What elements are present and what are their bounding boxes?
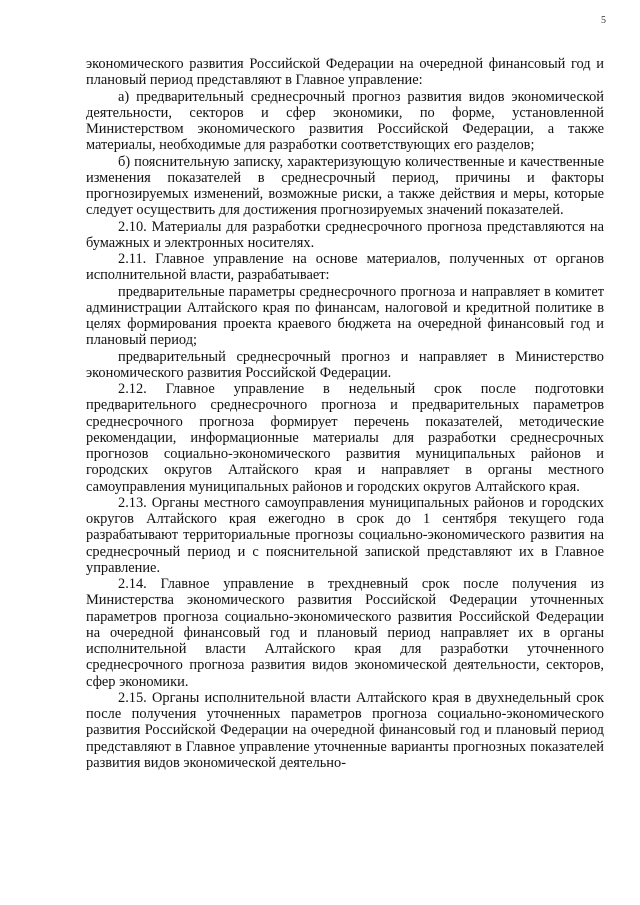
paragraph-2-10: 2.10. Материалы для разработки среднесрочного прогноза представляются на бумажных и электронных носителях. <box>86 218 604 251</box>
page-number: 5 <box>601 15 606 26</box>
paragraph-2-15: 2.15. Органы исполнительной власти Алтайского края в двухнедельный срок после получения уточненных параметров прогноза социально-экономического развития Российской Федерации на очередной финансовый год и плановый период представляют в Главное управление уточненные варианты прогнозных показателей развития видов экономической деятельно- <box>86 689 604 771</box>
paragraph-2-13: 2.13. Органы местного самоуправления муниципальных районов и городских округов Алтайского края ежегодно в срок до 1 сентября текущего года разрабатывают территориальные прогнозы социально-экономического развития на среднесрочный период и с пояснительной запиской представляют их в Главное управление. <box>86 494 604 576</box>
paragraph-2-11: 2.11. Главное управление на основе материалов, полученных от органов исполнительной власти, разрабатывает: <box>86 251 604 284</box>
paragraph-item-a: а) предварительный среднесрочный прогноз развития видов экономической деятельности, секторов и сфер экономики, по форме, установленной Министерством экономического развития Российской Федерации, а также материалы, необходимые для разработки соответствующих его разделов; <box>86 88 604 154</box>
paragraph-2-11-forecast: предварительный среднесрочный прогноз и направляет в Министерство экономического развития Российской Федерации. <box>86 348 604 381</box>
paragraph-continuation: экономического развития Российской Федерации на очередной финансовый год и плановый период представляют в Главное управление: <box>86 56 604 89</box>
paragraph-2-14: 2.14. Главное управление в трехдневный срок после получения из Министерства экономического развития Российской Федерации уточненных параметров прогноза социально-экономического развития Российской Федерации на очередной финансовый год и плановый период направляет их в органы исполнительной власти Алтайского края для разработки уточненного среднесрочного прогноза развития видов экономической деятельности, секторов, сфер экономики. <box>86 576 604 690</box>
paragraph-item-b: б) пояснительную записку, характеризующую количественные и качественные изменения показателей в среднесрочный период, причины и факторы прогнозируемых изменений, возможные риски, а также действия и меры, которые следует осуществить для достижения прогнозируемых значений показателей. <box>86 153 604 219</box>
paragraph-2-12: 2.12. Главное управление в недельный срок после подготовки предварительного среднесрочного прогноза и предварительных параметров среднесрочного прогноза формирует перечень показателей, методические рекомендации, информационные материалы для разработки среднесрочных прогнозов социально-экономического развития муниципальных районов и городских округов Алтайского края и направляет в органы местного самоуправления муниципальных районов и городских округов Алтайского края. <box>86 381 604 495</box>
paragraph-2-11-parameters: предварительные параметры среднесрочного прогноза и направляет в комитет администрации Алтайского края по финансам, налоговой и кредитной политике в целях формирования проекта краевого бюджета на очередной финансовый год и плановый период; <box>86 283 604 349</box>
document-body <box>86 56 604 771</box>
